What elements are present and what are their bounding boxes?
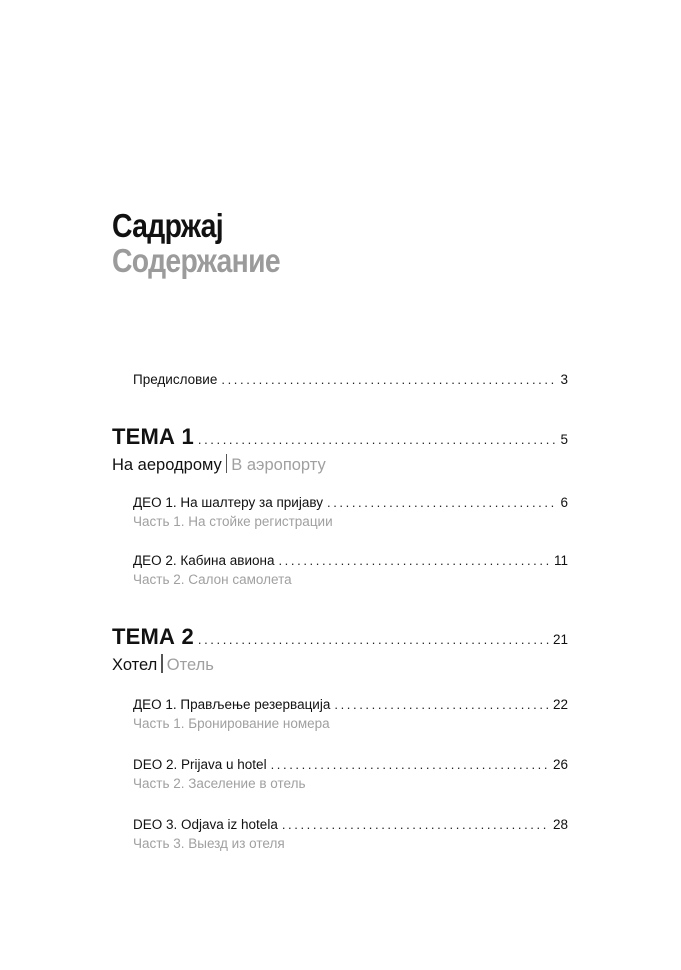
toc-entry-subtitle: Часть 2. Салон самолета xyxy=(133,572,292,587)
toc-theme-1-title xyxy=(112,454,326,476)
toc-theme-label: ТЕМА 1 xyxy=(112,424,194,449)
toc-page-number: 26 xyxy=(552,757,568,772)
toc-entry-subtitle: Часть 3. Выезд из отеля xyxy=(133,836,285,851)
toc-page-number: 28 xyxy=(552,817,568,832)
dot-leader xyxy=(198,427,558,453)
toc-page-number: 3 xyxy=(560,372,568,387)
toc-entry-t1-part2[interactable] xyxy=(133,552,568,570)
theme-title-alt: В аэропорту xyxy=(231,456,326,474)
toc-page-number: 22 xyxy=(552,697,568,712)
toc-entry-preface[interactable] xyxy=(133,371,568,389)
toc-entry-label: DEO 3. Odjava iz hotela xyxy=(133,817,278,832)
toc-page-number: 6 xyxy=(560,495,568,510)
toc-entry-label: ДЕО 2. Кабина авиона xyxy=(133,553,275,568)
page-subtitle: Содержание xyxy=(112,242,280,279)
dot-leader xyxy=(278,552,551,570)
page-title: Садржај xyxy=(112,207,223,244)
dot-leader xyxy=(271,756,550,774)
theme-title: Хотел xyxy=(112,656,158,674)
toc-page-number: 5 xyxy=(560,432,568,447)
toc-entry-subtitle: Часть 1. Бронирование номера xyxy=(133,716,330,731)
toc-entry-label: ДЕО 1. На шалтеру за пријаву xyxy=(133,495,323,510)
toc-entry-label: Предисловие xyxy=(133,372,218,387)
toc-entry-t2-part1[interactable] xyxy=(133,696,568,714)
toc-entry-subtitle: Часть 1. На стойке регистрации xyxy=(133,514,333,529)
toc-theme-1[interactable] xyxy=(112,424,568,453)
toc-entry-subtitle: Часть 2. Заселение в отель xyxy=(133,776,306,791)
toc-theme-2-title xyxy=(112,654,214,676)
dot-leader xyxy=(282,816,550,834)
theme-title-alt: Отель xyxy=(166,656,214,674)
theme-title: На аеродрому xyxy=(112,456,222,474)
toc-page-number: 21 xyxy=(552,632,568,647)
dot-leader xyxy=(334,696,550,714)
toc-entry-label: DEO 2. Prijava u hotel xyxy=(133,757,267,772)
toc-entry-t2-part2[interactable] xyxy=(133,756,568,774)
dot-leader xyxy=(198,627,550,653)
toc-entry-t2-part3[interactable] xyxy=(133,816,568,834)
toc-theme-label: ТЕМА 2 xyxy=(112,624,194,649)
toc-page-number: 11 xyxy=(553,553,568,568)
toc-entry-t1-part1[interactable] xyxy=(133,494,568,512)
toc-theme-2[interactable] xyxy=(112,624,568,653)
dot-leader xyxy=(221,371,557,389)
toc-entry-label: ДЕО 1. Прављење резервација xyxy=(133,697,331,712)
dot-leader xyxy=(327,494,558,512)
separator-bar xyxy=(226,454,228,473)
separator-bar xyxy=(161,654,163,673)
